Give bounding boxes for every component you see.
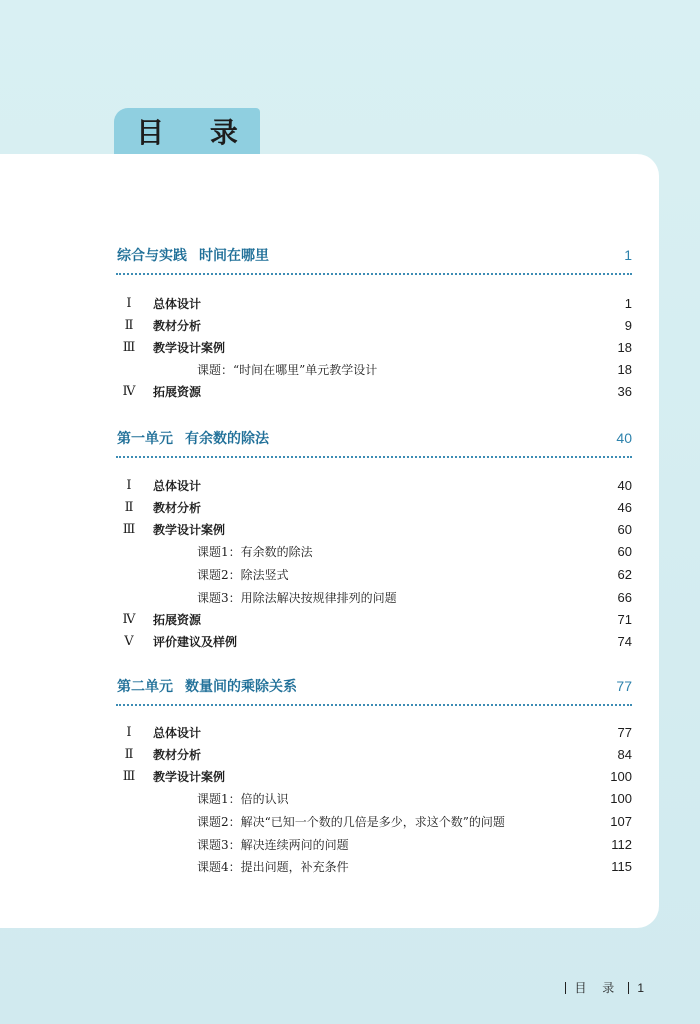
item-numeral: Ⅱ (124, 499, 134, 514)
item-label: 总体设计 (153, 296, 202, 311)
item-page-number: 60 (617, 543, 632, 559)
subitem-label: 课题3：解决连续两问的问题 (197, 837, 349, 852)
item-label: 教学设计案例 (153, 522, 226, 537)
item-page-number: 36 (617, 383, 632, 399)
section-title (117, 245, 269, 265)
toc-subitem[interactable] (117, 586, 632, 608)
item-label: 评价建议及样例 (153, 634, 238, 649)
toc-subitem[interactable] (117, 358, 632, 380)
section-title-sub: 数量间的乘除关系 (185, 679, 297, 695)
item-page-number: 9 (624, 317, 632, 333)
section-header[interactable] (117, 427, 632, 449)
toc-item[interactable] (117, 743, 632, 765)
section-title-sub: 有余数的除法 (185, 431, 269, 447)
toc-item[interactable] (117, 474, 632, 496)
item-page-number: 18 (617, 339, 632, 355)
toc-item[interactable] (117, 496, 632, 518)
item-page-number: 100 (610, 768, 632, 784)
toc-item[interactable] (117, 630, 632, 652)
item-page-number: 71 (617, 611, 632, 627)
item-label: 教学设计案例 (153, 769, 226, 784)
item-label: 教材分析 (153, 747, 202, 762)
item-page-number: 1 (624, 295, 632, 311)
subitem-label: 课题3：用除法解决按规律排列的问题 (197, 590, 397, 605)
item-numeral: Ⅰ (126, 477, 132, 492)
dotted-divider (116, 704, 632, 706)
subitem-label: 课题2：除法竖式 (197, 567, 289, 582)
item-numeral: Ⅲ (122, 339, 136, 354)
item-numeral: Ⅳ (122, 611, 136, 626)
section-title-sub: 时间在哪里 (199, 248, 269, 264)
toc-subitem[interactable] (117, 787, 632, 809)
section-page-number: 77 (616, 678, 632, 694)
subitem-label: 课题2：解决“已知一个数的几倍是多少，求这个数”的问题 (197, 814, 505, 829)
table-of-contents (0, 154, 659, 928)
dotted-divider (116, 273, 632, 275)
item-label: 拓展资源 (153, 612, 202, 627)
section-title-main: 第二单元 (117, 679, 173, 695)
section-title-main: 第一单元 (117, 431, 173, 447)
footer-page-number: 1 (637, 980, 644, 995)
item-label: 教学设计案例 (153, 340, 226, 355)
item-numeral: Ⅰ (126, 295, 132, 310)
page-title-text: 目 录 (136, 116, 256, 149)
item-page-number: 74 (617, 633, 632, 649)
item-label: 拓展资源 (153, 384, 202, 399)
item-page-number: 77 (617, 724, 632, 740)
item-label: 总体设计 (153, 478, 202, 493)
toc-subitem[interactable] (117, 563, 632, 585)
dotted-divider (116, 456, 632, 458)
section-title (117, 428, 269, 448)
toc-subitem[interactable] (117, 540, 632, 562)
toc-item[interactable] (117, 314, 632, 336)
toc-item[interactable] (117, 518, 632, 540)
toc-item[interactable] (117, 336, 632, 358)
toc-item[interactable] (117, 765, 632, 787)
item-page-number: 115 (611, 858, 632, 874)
toc-item[interactable] (117, 608, 632, 630)
subitem-label: 课题1：有余数的除法 (197, 544, 313, 559)
subitem-label: 课题4：提出问题，补充条件 (197, 859, 349, 874)
item-label: 总体设计 (153, 725, 202, 740)
section-header[interactable] (117, 675, 632, 697)
item-numeral: Ⅱ (124, 317, 134, 332)
subitem-label: 课题1：倍的认识 (197, 791, 289, 806)
item-page-number: 62 (617, 566, 632, 582)
item-page-number: 40 (617, 477, 632, 493)
toc-card (0, 154, 659, 928)
toc-subitem[interactable] (117, 855, 632, 877)
item-numeral: Ⅱ (124, 746, 134, 761)
toc-item[interactable] (117, 721, 632, 743)
section-header[interactable] (117, 244, 632, 266)
item-page-number: 112 (611, 836, 632, 852)
section-title (117, 676, 297, 696)
page-title (114, 108, 260, 154)
toc-item[interactable] (117, 380, 632, 402)
item-numeral: Ⅳ (122, 383, 136, 398)
item-page-number: 46 (617, 499, 632, 515)
section-page-number: 40 (616, 430, 632, 446)
item-page-number: 107 (610, 813, 632, 829)
item-numeral: Ⅲ (122, 521, 136, 536)
item-numeral: Ⅰ (126, 724, 132, 739)
page-footer (565, 979, 644, 996)
item-page-number: 84 (617, 746, 632, 762)
toc-subitem[interactable] (117, 810, 632, 832)
toc-item[interactable] (117, 292, 632, 314)
section-page-number: 1 (624, 247, 632, 263)
item-page-number: 60 (617, 521, 632, 537)
footer-label: 目 录 (574, 981, 621, 995)
item-numeral: Ⅴ (124, 633, 134, 648)
subitem-label: 课题：“时间在哪里”单元教学设计 (197, 362, 378, 377)
item-label: 教材分析 (153, 500, 202, 515)
item-page-number: 18 (617, 361, 632, 377)
footer-divider-left (565, 982, 566, 994)
toc-subitem[interactable] (117, 833, 632, 855)
item-page-number: 100 (610, 790, 632, 806)
item-label: 教材分析 (153, 318, 202, 333)
item-page-number: 66 (617, 589, 632, 605)
footer-divider-right (628, 982, 629, 994)
section-title-main: 综合与实践 (117, 248, 187, 264)
item-numeral: Ⅲ (122, 768, 136, 783)
